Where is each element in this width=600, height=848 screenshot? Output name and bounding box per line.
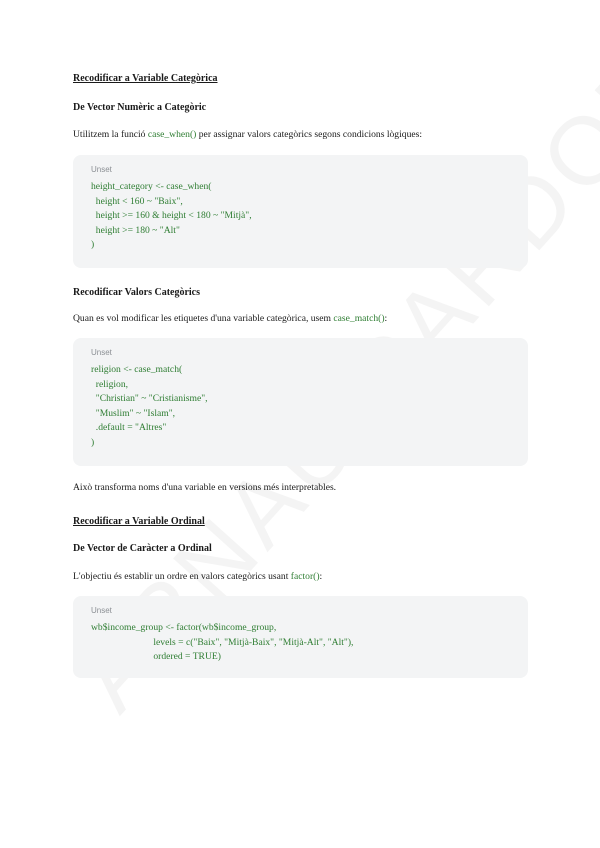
paragraph-interpretable: Això transforma noms d'una variable en versions més interpretables. bbox=[73, 482, 337, 493]
code-line: levels = c("Baix", "Mitjà-Baix", "Mitjà-Alt", "Alt"), bbox=[91, 636, 354, 648]
paragraph-factor bbox=[73, 571, 322, 582]
code-line: height_category <- case_when( bbox=[91, 181, 212, 192]
code-language-label: Unset bbox=[91, 606, 112, 615]
section-heading-ordinal: Recodificar a Variable Ordinal bbox=[73, 516, 205, 527]
paragraph-text: : bbox=[319, 571, 323, 582]
code-line: religion <- case_match( bbox=[91, 364, 183, 375]
code-block-factor bbox=[73, 596, 528, 678]
code-line: height >= 180 ~ "Alt" bbox=[91, 224, 180, 236]
subheading-character-to-ordinal: De Vector de Caràcter a Ordinal bbox=[73, 543, 212, 554]
paragraph-text: : bbox=[384, 313, 388, 324]
code-line: religion, bbox=[91, 378, 129, 390]
code-line: ) bbox=[91, 436, 95, 448]
inline-code-case-match: case_match() bbox=[333, 313, 385, 324]
code-language-label: Unset bbox=[91, 165, 112, 174]
inline-code-factor: factor() bbox=[290, 571, 320, 582]
code-block-case-match bbox=[73, 338, 528, 466]
paragraph-text: L'objectiu és establir un ordre en valors categòrics usant bbox=[73, 571, 291, 582]
inline-code-case-when: case_when() bbox=[147, 129, 197, 140]
paragraph-text: Quan es vol modificar les etiquetes d'una variable categòrica, usem bbox=[73, 313, 334, 324]
code-line: "Muslim" ~ "Islam", bbox=[91, 407, 176, 419]
code-line: ) bbox=[91, 239, 95, 251]
subheading-numeric-to-categorical: De Vector Numèric a Categòric bbox=[73, 102, 207, 113]
code-block-case-when bbox=[73, 155, 528, 268]
paragraph-text: per assignar valors categòrics segons condicions lògiques: bbox=[196, 129, 423, 140]
code-language-label: Unset bbox=[91, 348, 112, 357]
code-line: "Christian" ~ "Cristianisme", bbox=[91, 393, 208, 405]
paragraph-text: Utilitzem la funció bbox=[73, 129, 148, 140]
code-line: wb$income_group <- factor(wb$income_group, bbox=[91, 622, 277, 633]
code-line: height < 160 ~ "Baix", bbox=[91, 195, 183, 207]
paragraph-case-when bbox=[73, 129, 422, 140]
subheading-recode-categorical-values: Recodificar Valors Categòrics bbox=[73, 287, 201, 298]
paragraph-case-match bbox=[73, 313, 387, 324]
code-line: height >= 160 & height < 180 ~ "Mitjà", bbox=[91, 210, 252, 222]
code-line: ordered = TRUE) bbox=[91, 651, 221, 663]
section-heading-categorical: Recodificar a Variable Categòrica bbox=[73, 73, 218, 84]
code-line: .default = "Altres" bbox=[91, 422, 167, 434]
